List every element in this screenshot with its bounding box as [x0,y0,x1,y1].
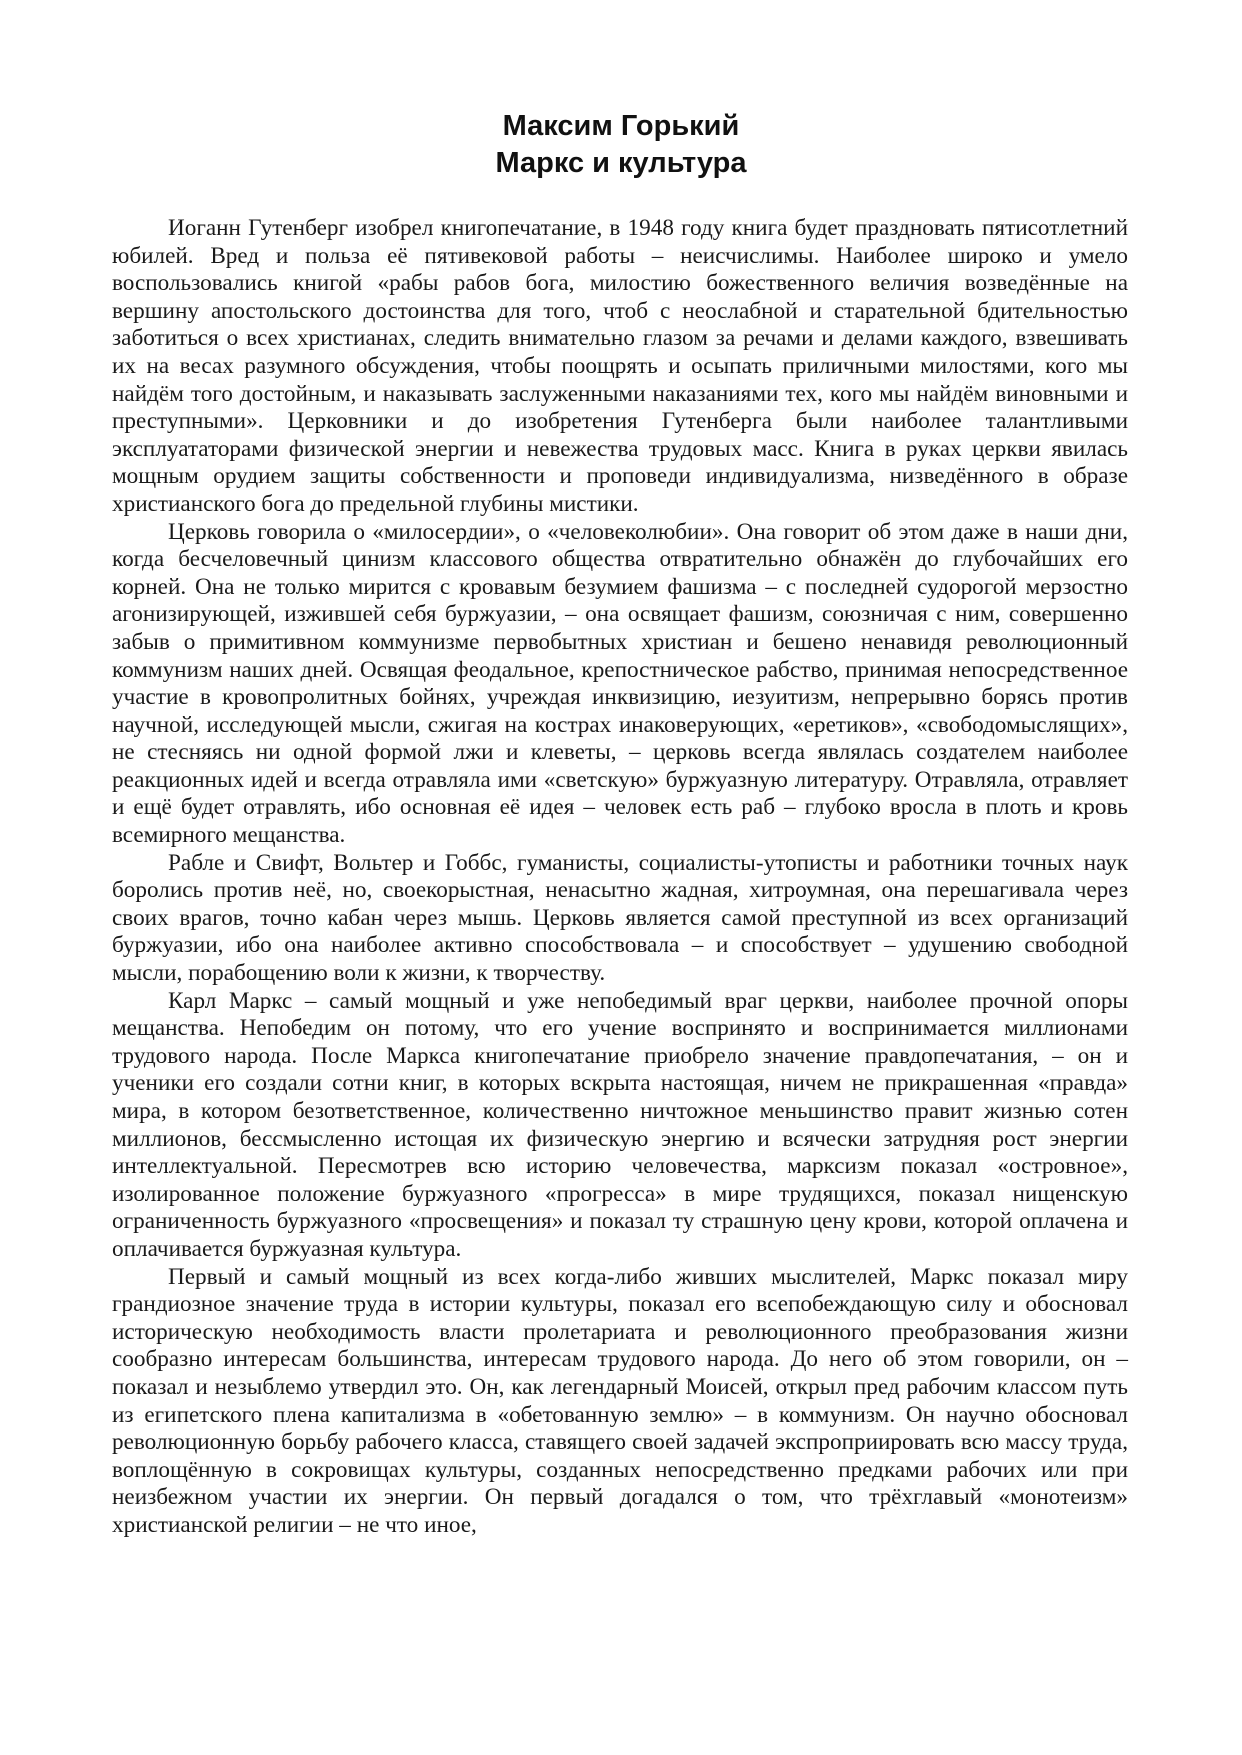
paragraph-5: Первый и самый мощный из всех когда-либо живших мыслителей, Маркс показал миру грандиозное значение труда в истории культуры, показал его всепобеждающую силу и обосновал историческую необходимость власти пролетариата и революционного преобразования жизни сообразно интересам большинства, интересам трудового народа. До него об этом говорили, он – показал и незыблемо утвердил это. Он, как легендарный Моисей, открыл пред рабочим классом путь из египетского плена капитализма в «обетованную землю» – в коммунизм. Он научно обосновал революционную борьбу рабочего класса, ставящего своей задачей экспроприировать всю массу труда, воплощённую в сокровищах культуры, созданных непосредственно предками рабочих или при неизбежном участии их энергии. Он первый догадался о том, что трёхглавый «монотеизм» христианской религии – не что иное, [112,1263,1128,1538]
body-text [112,215,1128,1540]
paragraph-2: Церковь говорила о «милосердии», о «человеколюбии». Она говорит об этом даже в наши дни, когда бесчеловечный цинизм классового общества отвратительно обнажён до глубочайших его корней. Она не только мирится с кровавым безумием фашизма – с последней судорогой мерзостно агонизирующей, изжившей себя буржуазии, – она освящает фашизм, союзничая с ним, совершенно забыв о примитивном коммунизме первобытных христиан и бешено ненавидя революционный коммунизм наших дней. Освящая феодальное, крепостническое рабство, принимая непосредственное участие в кровопролитных бойнях, учреждая инквизицию, иезуитизм, непрерывно борясь против научной, исследующей мысли, сжигая на кострах инаковерующих, «еретиков», «свободомыслящих», не стесняясь ни одной формой лжи и клеветы, – церковь всегда являлась создателем наиболее реакционных идей и всегда отравляла ими «светскую» буржуазную литературу. Отравляла, отравляет и ещё будет отравлять, ибо основная её идея – человек есть раб – глубоко вросла в плоть и кровь всемирного мещанства. [112,518,1128,849]
title-block [0,108,1242,182]
document-title: Маркс и культура [495,147,747,179]
paragraph-4: Карл Маркс – самый мощный и уже непобедимый враг церкви, наиболее прочной опоры мещанства. Непобедим он потому, что его учение воспринято и воспринимается миллионами трудового народа. После Маркса книгопечатание приобрело значение правдопечатания, – он и ученики его создали сотни книг, в которых вскрыта настоящая, ничем не прикрашенная «правда» мира, в котором безответственное, количественно ничтожное меньшинство правит жизнью сотен миллионов, бессмысленно истощая их физическую энергию и всячески затрудняя рост энергии интеллектуальной. Пересмотрев всю историю человечества, марксизм показал «островное», изолированное положение буржуазного «прогресса» в мире трудящихся, показал нищенскую ограниченность буржуазного «просвещения» и показал ту страшную цену крови, которой оплачена и оплачивается буржуазная культура. [112,987,1128,1262]
paragraph-1: Иоганн Гутенберг изобрел книгопечатание, в 1948 году книга будет праздновать пятисотлетний юбилей. Вред и польза её пятивековой работы – неисчислимы. Наиболее широко и умело воспользовались книгой «рабы рабов бога, милостию божественного величия возведённые на вершину апостольского достоинства для того, чтоб с неослабной и старательной бдительностью заботиться о всех христианах, следить внимательно глазом за речами и делами каждого, взвешивать их на весах разумного обсуждения, чтобы поощрять и осыпать приличными милостями, кого мы найдём того достойным, и наказывать заслуженными наказаниями тех, кого мы найдём виновными и преступными». Церковники и до изобретения Гутенберга были наиболее талантливыми эксплуататорами физической энергии и невежества трудовых масс. Книга в руках церкви явилась мощным орудием защиты собственности и проповеди индивидуализма, низведённого в образе христианского бога до предельной глубины мистики. [112,215,1128,517]
author-name: Максим Горький [502,110,740,142]
paragraph-3: Рабле и Свифт, Вольтер и Гоббс, гуманисты, социалисты-утописты и работники точных наук боролись против неё, но, своекорыстная, ненасытно жадная, хитроумная, она перешагивала через своих врагов, точно кабан через мышь. Церковь является самой преступной из всех организаций буржуазии, ибо она наиболее активно способствовала – и способствует – удушению свободной мысли, порабощению воли к жизни, к творчеству. [112,849,1128,987]
